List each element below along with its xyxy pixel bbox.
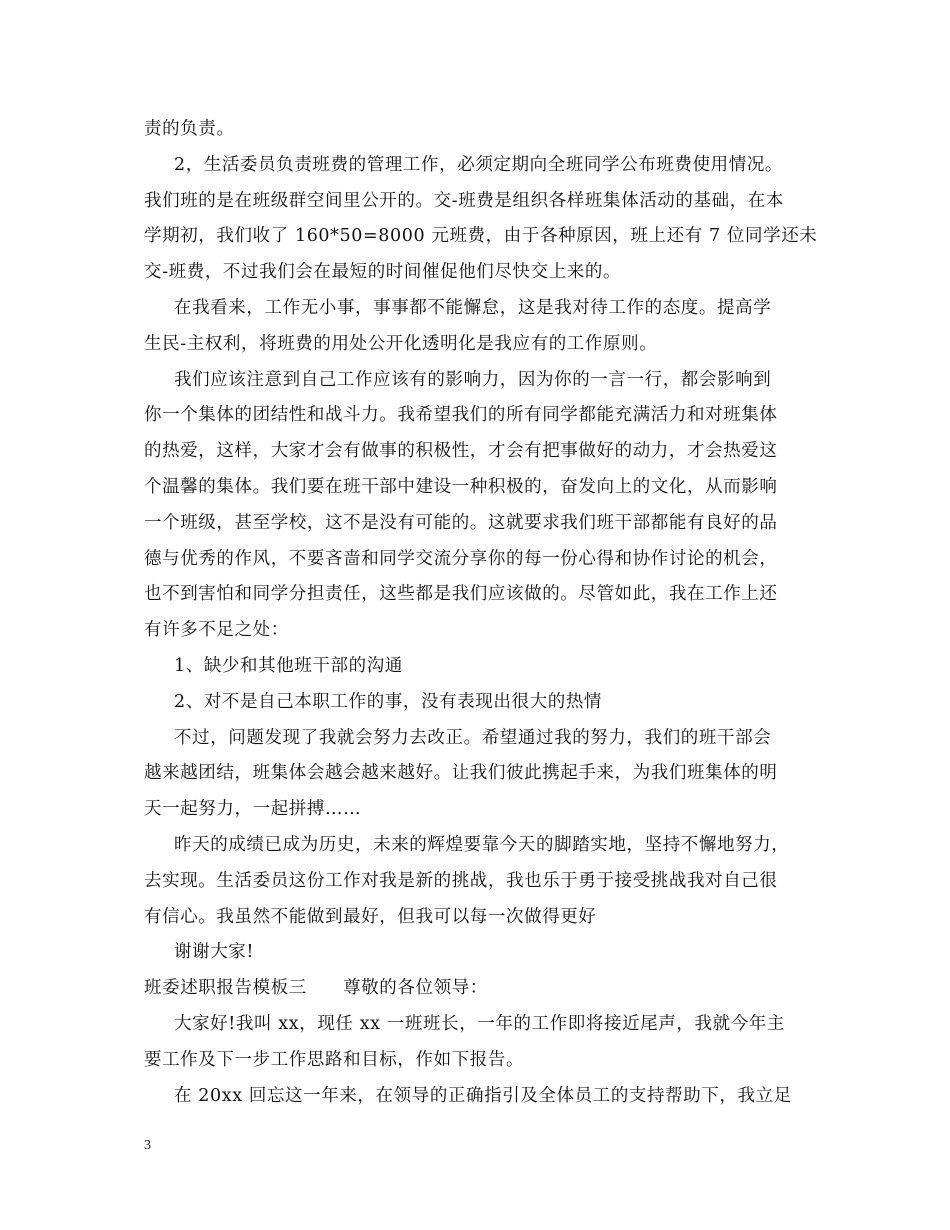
text-line: 学期初，我们收了 160*50=8000 元班费，由于各种原因，班上还有 7 位同学还未 bbox=[144, 226, 818, 247]
text-line: 责的负责。 bbox=[144, 119, 235, 139]
text-line: 不过，问题发现了我就会努力去改正。希望通过我的努力，我们的班干部会 bbox=[174, 727, 772, 748]
text-line: 有许多不足之处： bbox=[144, 620, 289, 641]
text-line: 的热爱，这样，大家才会有做事的积极性，才会有把事做好的动力，才会热爱这 bbox=[144, 441, 778, 462]
text-line: 在 20xx 回忘这一年来，在领导的正确指引及全体员工的支持帮助下，我立足 bbox=[174, 1085, 792, 1106]
text-line: 大家好!我叫 xx，现任 xx 一班班长，一年的工作即将接近尾声，我就今年主 bbox=[174, 1013, 785, 1034]
body-text bbox=[144, 112, 816, 1114]
text-line: 你一个集体的团结性和战斗力。我希望我们的所有同学都能充满活力和对班集体 bbox=[144, 405, 778, 426]
text-line: 越来越团结，班集体会越会越来越好。让我们彼此携起手来，为我们班集体的明 bbox=[144, 763, 778, 784]
text-line: 班委述职报告模板三 尊敬的各位领导： bbox=[144, 978, 488, 999]
text-line: 我们应该注意到自己工作应该有的影响力，因为你的一言一行，都会影响到 bbox=[174, 369, 772, 390]
text-line: 谢谢大家! bbox=[174, 942, 255, 963]
text-line: 要工作及下一步工作思路和目标，作如下报告。 bbox=[144, 1049, 525, 1070]
text-line: 一个班级，甚至学校，这不是没有可能的。这就要求我们班干部都能有良好的品 bbox=[144, 512, 778, 533]
text-line: 在我看来，工作无小事，事事都不能懈怠，这是我对待工作的态度。提高学 bbox=[174, 297, 772, 318]
text-line: 德与优秀的作风，不要吝啬和同学交流分享你的每一份心得和协作讨论的机会， bbox=[144, 548, 778, 569]
text-line: 个温馨的集体。我们要在班干部中建设一种积极的，奋发向上的文化，从而影响 bbox=[144, 476, 778, 497]
text-line: 去实现。生活委员这份工作对我是新的挑战，我也乐于勇于接受挑战我对自己很 bbox=[144, 870, 778, 891]
text-line: 有信心。我虽然不能做到最好，但我可以每一次做得更好 bbox=[144, 906, 597, 927]
text-line: 1、缺少和其他班干部的沟通 bbox=[174, 655, 403, 676]
text-line: 我们班的是在班级群空间里公开的。交-班费是组织各样班集体活动的基础，在本 bbox=[144, 190, 785, 211]
text-line: 2、对不是自己本职工作的事，没有表现出很大的热情 bbox=[174, 691, 603, 712]
text-line: 也不到害怕和同学分担责任，这些都是我们应该做的。尽管如此，我在工作上还 bbox=[144, 584, 778, 605]
text-line: 2，生活委员负责班费的管理工作，必须定期向全班同学公布班费使用情况。 bbox=[174, 154, 784, 175]
text-line: 生民-主权利，将班费的用处公开化透明化是我应有的工作原则。 bbox=[144, 333, 658, 354]
text-line: 天一起努力，一起拼搏…… bbox=[144, 799, 362, 820]
text-line: 交-班费，不过我们会在最短的时间催促他们尽快交上来的。 bbox=[144, 262, 622, 283]
text-line: 昨天的成绩已成为历史，未来的辉煌要靠今天的脚踏实地，坚持不懈地努力， bbox=[174, 834, 790, 855]
page-number: 3 bbox=[144, 1138, 151, 1153]
